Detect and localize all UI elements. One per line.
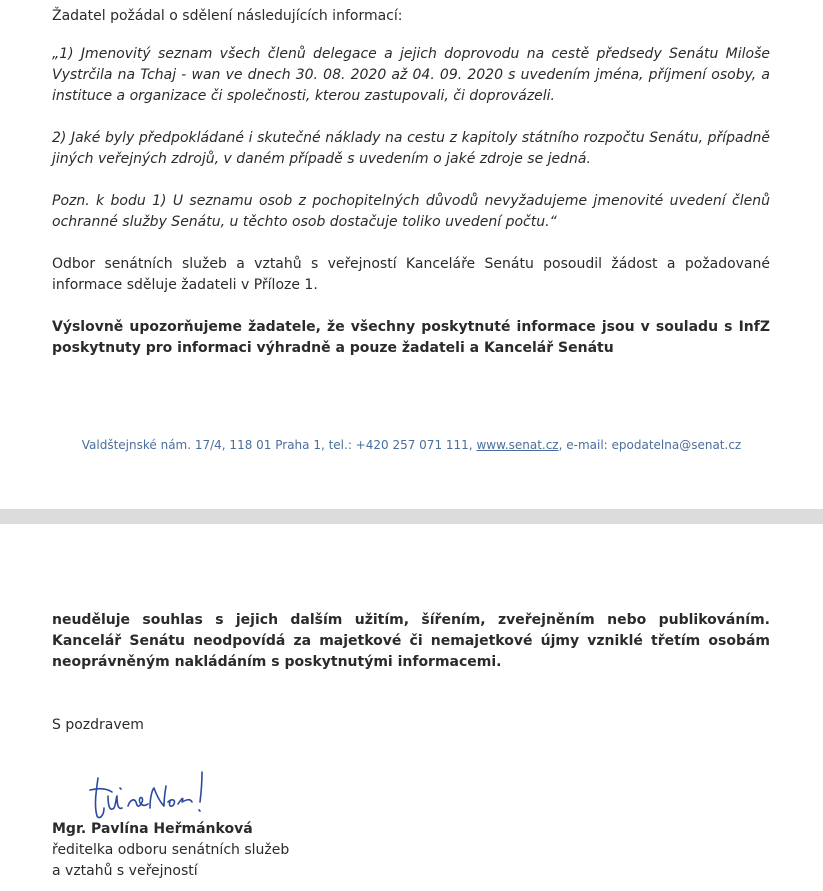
signatory-title-line1: ředitelka odboru senátních služeb — [52, 842, 290, 858]
signatory-title-line2: a vztahů s veřejností — [52, 863, 198, 879]
request-item-2: 2) Jaké byly předpokládané i skutečné náklady na cestu z kapitoly státního rozpočtu Senátu, případně jiných veřejných zdrojů, v daném případě s uvedením o jaké zdroje se jedná. — [52, 130, 770, 167]
warning-paragraph-part1: Výslovně upozorňujeme žadatele, že všechny poskytnuté informace jsou v souladu s InfZ poskytnuty pro informaci výhradně a pouze žadateli a Kancelář Senátu — [52, 319, 770, 356]
greeting: S pozdravem — [52, 717, 144, 733]
decision-paragraph: Odbor senátních služeb a vztahů s veřejností Kanceláře Senátu posoudil žádost a požadované informace sděluje žadateli v Příloze 1. — [52, 256, 770, 293]
warning-paragraph-part2: neuděluje souhlas s jejich dalším užitím, šířením, zveřejněním nebo publikováním. Kancelář Senátu neodpovídá za majetkové či nemajetkové újmy vzniklé třetím osobám neoprávněným nakládáním s poskytnutými informacemi. — [52, 612, 770, 670]
intro-text: Žadatel požádal o sdělení následujících informací: — [52, 8, 403, 24]
request-note: Pozn. k bodu 1) U seznamu osob z pochopitelných důvodů nevyžadujeme jmenovité uvedení členů ochranné služby Senátu, u těchto osob dostačuje toliko uvedení počtu.“ — [52, 193, 770, 230]
signature-block — [52, 819, 289, 882]
request-item-1: „1) Jmenovitý seznam všech členů delegace a jejich doprovodu na cestě předsedy Senátu Miloše Vystrčila na Tchaj - wan ve dnech 30. 08. 2020 až 04. 09. 2020 s uvedením jména, příjmení osoby, a instituce a organizace či společnosti, kterou zastupovali, či doprovázeli. — [52, 46, 770, 104]
footer-email: , e-mail: epodatelna@senat.cz — [558, 438, 742, 452]
page-footer — [0, 438, 823, 452]
document-page-2 — [0, 524, 823, 891]
footer-address: Valdštejnské nám. 17/4, 118 01 Praha 1, tel.: +420 257 071 111, — [81, 438, 477, 452]
footer-web-link[interactable]: www.senat.cz — [476, 438, 559, 452]
signatory-name: Mgr. Pavlína Heřmánková — [52, 821, 253, 837]
